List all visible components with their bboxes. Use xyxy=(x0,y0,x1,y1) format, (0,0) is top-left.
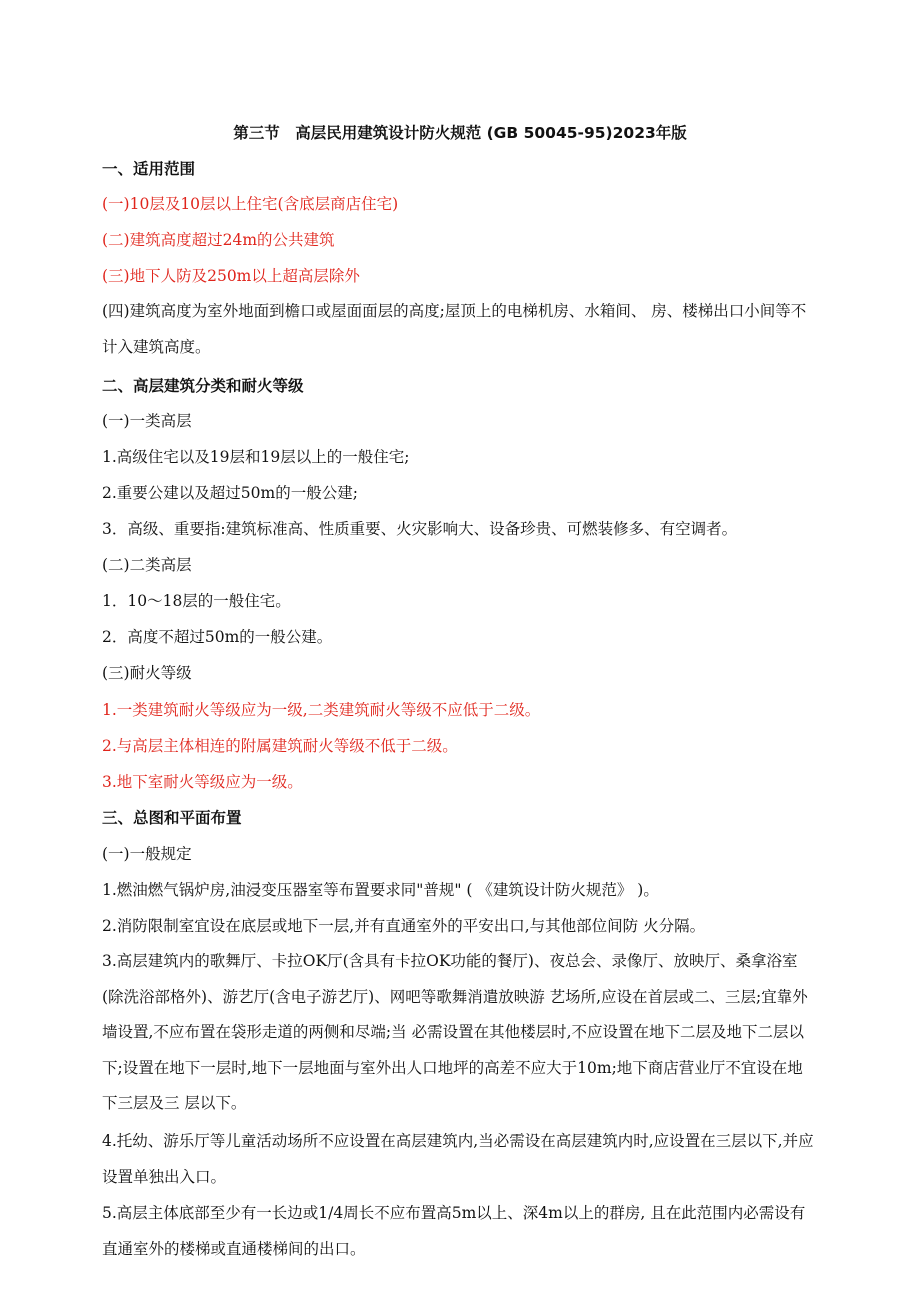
scope-item-2: (二)建筑高度超过24m的公共建筑 xyxy=(102,231,335,249)
section-1-heading: 一、适用范围 xyxy=(102,160,196,178)
general-label: (一)一般规定 xyxy=(102,845,192,863)
class2-item-2: 2．高度不超过50m的一般公建。 xyxy=(102,628,333,646)
scope-item-3: (三)地下人防及250m以上超高层除外 xyxy=(102,267,360,285)
general-item-2: 2.消防限制室宜设在底层或地下一层,并有直通室外的平安出口,与其他部位间防 火分隔。 xyxy=(102,917,706,935)
section-2-heading: 二、高层建筑分类和耐火等级 xyxy=(102,377,304,395)
fire-rating-item-1: 1.一类建筑耐火等级应为一级,二类建筑耐火等级不应低于二级。 xyxy=(102,701,541,719)
general-item-1: 1.燃油燃气锅炉房,油浸变压器室等布置要求同"普规" ( 《建筑设计防火规范》 )。 xyxy=(102,881,659,899)
class1-item-1: 1.高级住宅以及19层和19层以上的一般住宅; xyxy=(102,448,410,466)
section-3-heading: 三、总图和平面布置 xyxy=(102,809,242,827)
class2-label: (二)二类高层 xyxy=(102,556,192,574)
general-item-4: 4.托幼、游乐厅等儿童活动场所不应设置在高层建筑内,当必需设在高层建筑内时,应设置在三层以下,并应设置单独出入口。 xyxy=(102,1132,814,1186)
scope-item-1: (一)10层及10层以上住宅(含底层商店住宅) xyxy=(102,195,399,213)
page-title: 第三节 高层民用建筑设计防火规范 (GB 50045-95)2023年版 xyxy=(233,124,687,142)
class1-item-3: 3．高级、重要指:建筑标准高、性质重要、火灾影响大、设备珍贵、可燃装修多、有空调者。 xyxy=(102,520,738,538)
scope-note: (四)建筑高度为室外地面到檐口或屋面面层的高度;屋顶上的电梯机房、水箱间、 房、楼梯出口小间等不计入建筑高度。 xyxy=(102,302,807,356)
general-item-5: 5.高层主体底部至少有一长边或1/4周长不应布置高5m以上、深4m以上的群房, 且在此范围内必需设有直通室外的楼梯或直通楼梯间的出口。 xyxy=(102,1204,806,1258)
fire-rating-label: (三)耐火等级 xyxy=(102,664,192,682)
class1-label: (一)一类高层 xyxy=(102,412,192,430)
class1-item-2: 2.重要公建以及超过50m的一般公建; xyxy=(102,484,358,502)
fire-rating-item-2: 2.与高层主体相连的附属建筑耐火等级不低于二级。 xyxy=(102,737,458,755)
class2-item-1: 1．10～18层的一般住宅。 xyxy=(102,592,291,610)
fire-rating-item-3: 3.地下室耐火等级应为一级。 xyxy=(102,773,303,791)
general-item-3: 3.高层建筑内的歌舞厅、卡拉OK厅(含具有卡拉OK功能的餐厅)、夜总会、录像厅、放映厅、桑拿浴室(除洗浴部格外)、游艺厅(含电子游艺厅)、网吧等歌舞消遣放映游 艺场所,应设在首层或二、三层;宜靠外墙设置,不应布置在袋形走道的两侧和尽端;当 必需设置在其他楼层时,不应设置在地下二层及地下二层以下;设置在地下一层时,地下一层地面与室外出人口地坪的高差不应大于10m;地下商店营业厅不宜设在地下三层及三 层以下。 xyxy=(102,952,808,1112)
